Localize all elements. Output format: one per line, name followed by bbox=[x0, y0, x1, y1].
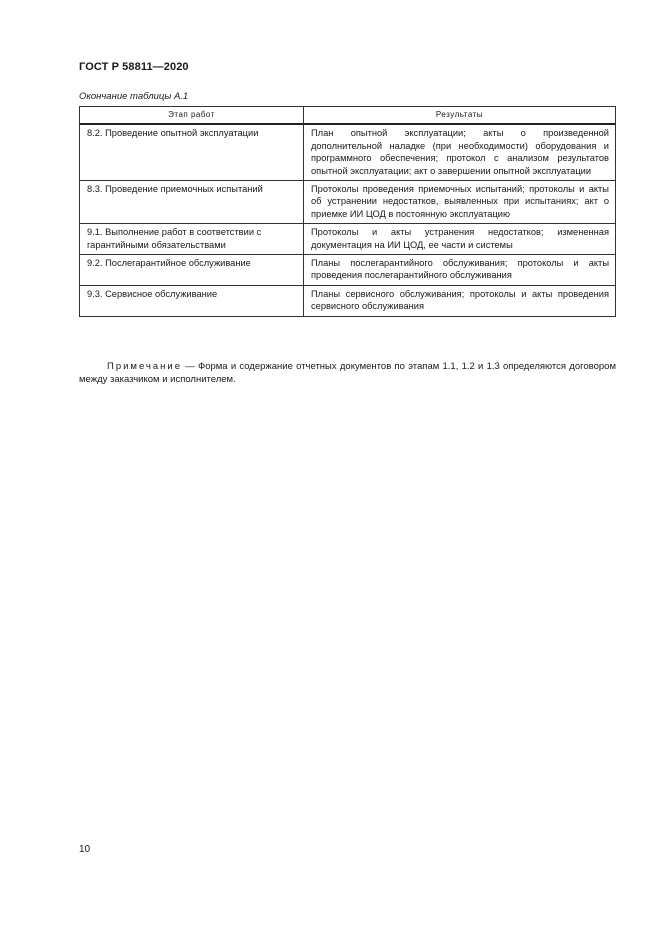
table-row bbox=[80, 255, 616, 286]
note-lead: Примечание bbox=[107, 361, 182, 372]
note-text: — Форма и содержание отчетных документов по этапам 1.1, 1.2 и 1.3 определяются договором между заказчиком и исполнителем. bbox=[79, 361, 616, 385]
column-header-stage: Этап работ bbox=[80, 107, 304, 125]
table-cell-result: Планы сервисного обслуживания; протоколы и акты проведения сервисного обслуживания bbox=[304, 285, 616, 316]
table-cell-stage: 9.1. Выполнение работ в соответствии с гарантийными обязательствами bbox=[80, 224, 304, 255]
table-row bbox=[80, 224, 616, 255]
table-cell-stage: 8.3. Проведение приемочных испытаний bbox=[80, 181, 304, 224]
table-caption: Окончание таблицы А.1 bbox=[79, 91, 189, 102]
document-standard-code: ГОСТ Р 58811—2020 bbox=[79, 61, 189, 73]
table-cell-result: Протоколы и акты устранения недостатков; измененная документация на ИИ ЦОД, ее части и системы bbox=[304, 224, 616, 255]
table-row bbox=[80, 124, 616, 180]
table-cell-stage: 9.2. Послегарантийное обслуживание bbox=[80, 255, 304, 286]
table-cell-stage: 9.3. Сервисное обслуживание bbox=[80, 285, 304, 316]
table-row bbox=[80, 181, 616, 224]
table-cell-stage: 8.2. Проведение опытной эксплуатации bbox=[80, 124, 304, 180]
column-header-results: Результаты bbox=[304, 107, 616, 125]
results-table bbox=[79, 106, 616, 317]
table-note bbox=[79, 360, 616, 386]
page-number: 10 bbox=[79, 844, 91, 855]
table-row bbox=[80, 285, 616, 316]
table-header-row bbox=[80, 107, 616, 125]
table-cell-result: Планы послегарантийного обслуживания; протоколы и акты проведения послегарантийного обслуживания bbox=[304, 255, 616, 286]
table-cell-result: План опытной эксплуатации; акты о произведенной дополнительной наладке (при необходимости) оборудования и программного обеспечения; протокол с анализом результатов опытной эксплуатации; акт о завершении опытной эксплуатации bbox=[304, 124, 616, 180]
table-cell-result: Протоколы проведения приемочных испытаний; протоколы и акты об устранении недостатков, выявленных при испытаниях; акт о приемке ИИ ЦОД в постоянную эксплуатацию bbox=[304, 181, 616, 224]
